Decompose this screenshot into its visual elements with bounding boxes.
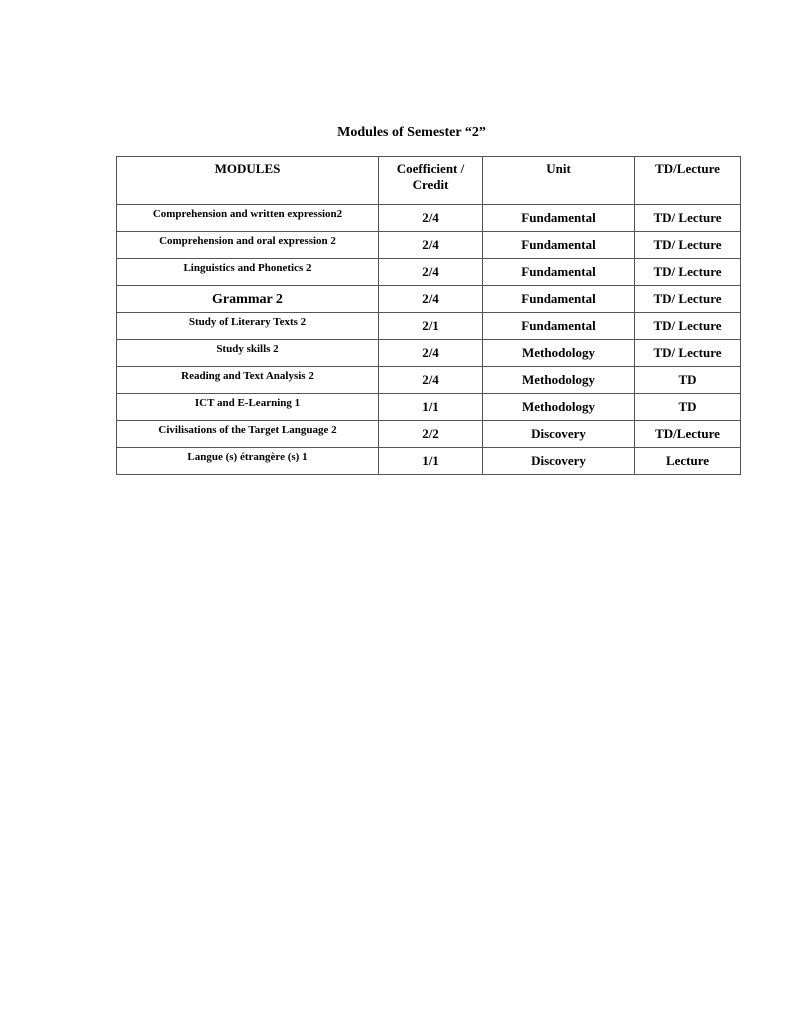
coefficient-value: 1/1 xyxy=(379,394,483,421)
td-lecture-value: TD xyxy=(635,394,741,421)
table-row xyxy=(117,394,741,421)
unit-value: Methodology xyxy=(483,340,635,367)
table-row xyxy=(117,313,741,340)
table-row xyxy=(117,259,741,286)
table-row xyxy=(117,232,741,259)
module-name: Comprehension and written expression2 xyxy=(117,205,379,232)
table-row xyxy=(117,367,741,394)
table-row xyxy=(117,205,741,232)
module-name: Study skills 2 xyxy=(117,340,379,367)
coefficient-value: 2/4 xyxy=(379,205,483,232)
td-lecture-value: TD/ Lecture xyxy=(635,232,741,259)
unit-value: Fundamental xyxy=(483,232,635,259)
document-title: Modules of Semester “2” xyxy=(337,125,486,140)
header-modules: MODULES xyxy=(117,157,379,205)
modules-table xyxy=(116,156,741,475)
unit-value: Discovery xyxy=(483,421,635,448)
module-name: Langue (s) étrangère (s) 1 xyxy=(117,448,379,475)
header-td-lecture: TD/Lecture xyxy=(635,157,741,205)
module-name: Civilisations of the Target Language 2 xyxy=(117,421,379,448)
header-coefficient-line2: Credit xyxy=(412,177,449,192)
coefficient-value: 1/1 xyxy=(379,448,483,475)
td-lecture-value: TD/ Lecture xyxy=(635,286,741,313)
td-lecture-value: TD/Lecture xyxy=(635,421,741,448)
module-name: ICT and E-Learning 1 xyxy=(117,394,379,421)
unit-value: Methodology xyxy=(483,367,635,394)
module-name: Study of Literary Texts 2 xyxy=(117,313,379,340)
coefficient-value: 2/4 xyxy=(379,340,483,367)
header-coefficient xyxy=(379,157,483,205)
unit-value: Fundamental xyxy=(483,205,635,232)
td-lecture-value: TD/ Lecture xyxy=(635,340,741,367)
td-lecture-value: Lecture xyxy=(635,448,741,475)
table-header-row xyxy=(117,157,741,205)
module-name: Linguistics and Phonetics 2 xyxy=(117,259,379,286)
module-name: Reading and Text Analysis 2 xyxy=(117,367,379,394)
td-lecture-value: TD/ Lecture xyxy=(635,205,741,232)
table-row xyxy=(117,448,741,475)
module-name: Comprehension and oral expression 2 xyxy=(117,232,379,259)
unit-value: Fundamental xyxy=(483,259,635,286)
header-coefficient-line1: Coefficient / xyxy=(396,161,465,176)
unit-value: Discovery xyxy=(483,448,635,475)
unit-value: Methodology xyxy=(483,394,635,421)
td-lecture-value: TD xyxy=(635,367,741,394)
unit-value: Fundamental xyxy=(483,286,635,313)
coefficient-value: 2/4 xyxy=(379,259,483,286)
module-name: Grammar 2 xyxy=(117,286,379,313)
coefficient-value: 2/4 xyxy=(379,232,483,259)
td-lecture-value: TD/ Lecture xyxy=(635,313,741,340)
coefficient-value: 2/1 xyxy=(379,313,483,340)
table-row xyxy=(117,286,741,313)
unit-value: Fundamental xyxy=(483,313,635,340)
td-lecture-value: TD/ Lecture xyxy=(635,259,741,286)
table-row xyxy=(117,421,741,448)
table-row xyxy=(117,340,741,367)
header-unit: Unit xyxy=(483,157,635,205)
coefficient-value: 2/4 xyxy=(379,286,483,313)
coefficient-value: 2/2 xyxy=(379,421,483,448)
coefficient-value: 2/4 xyxy=(379,367,483,394)
